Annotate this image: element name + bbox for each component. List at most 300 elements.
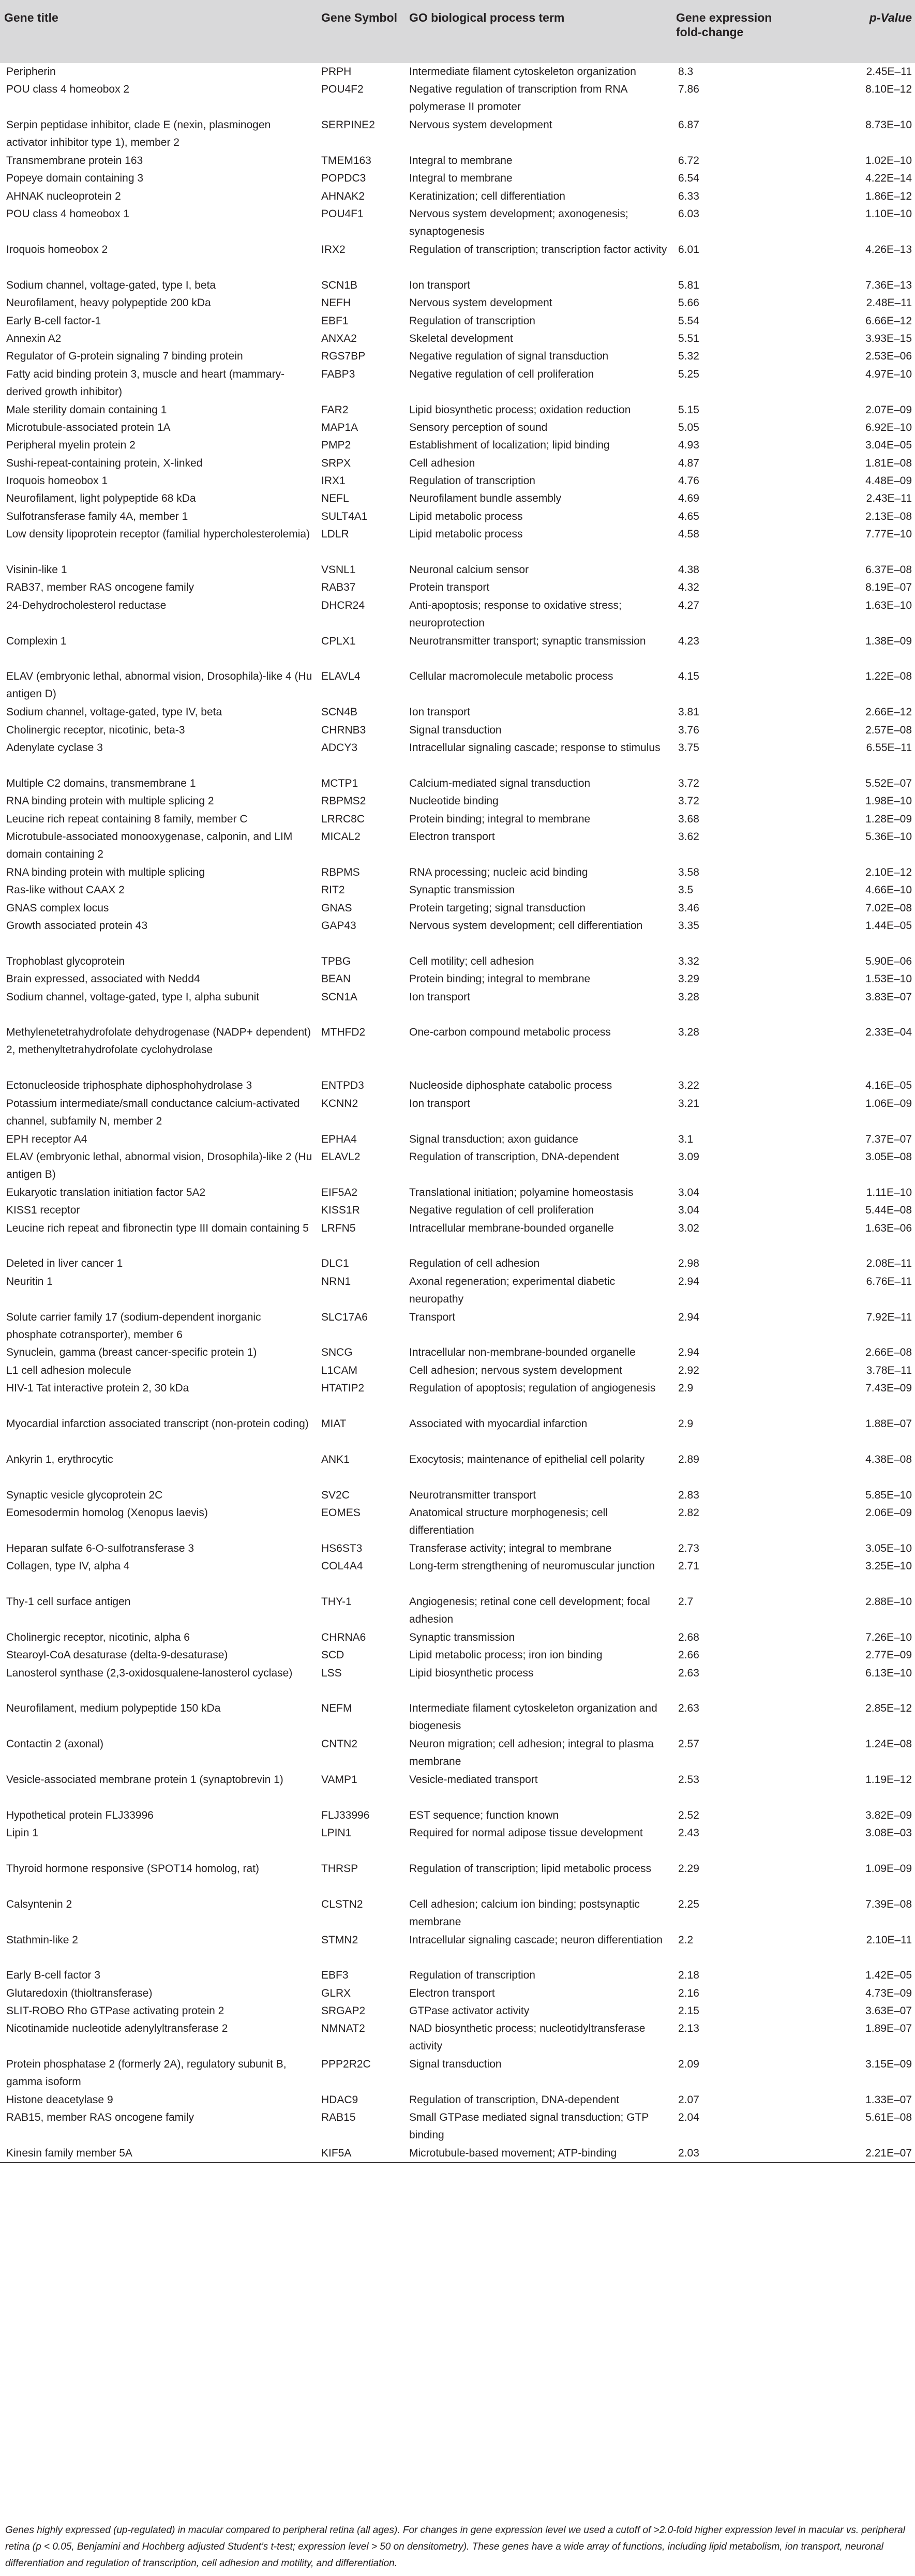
p-value-cell: 2.88E–10 [865, 1595, 912, 1608]
fold-change-cell: 3.5 [678, 884, 694, 896]
table-row [0, 2056, 915, 2091]
gene-symbol-cell: GAP43 [321, 919, 356, 932]
table-row [0, 116, 915, 152]
gene-title-cell: Leucine rich repeat and fibronectin type III domain containing 5 [6, 1222, 309, 1234]
p-value-cell: 2.06E–09 [865, 1506, 912, 1519]
gene-title-cell: Peripheral myelin protein 2 [6, 439, 136, 452]
go-term-cell: Ion transport [409, 991, 470, 1003]
table-row [0, 953, 915, 970]
fold-change-cell: 2.66 [678, 1649, 699, 1661]
go-term-cell: Neurotransmitter transport [409, 1489, 536, 1501]
fold-change-cell: 4.23 [678, 635, 699, 647]
gene-symbol-cell: TPBG [321, 955, 351, 967]
table-row [0, 633, 915, 668]
gene-title-cell: Peripherin [6, 66, 56, 78]
fold-change-cell: 4.32 [678, 581, 699, 594]
table-row [0, 277, 915, 294]
table-row [0, 1735, 915, 1771]
fold-change-cell: 4.27 [678, 599, 699, 611]
gene-title-cell: Transmembrane protein 163 [6, 154, 143, 167]
table-row [0, 2020, 915, 2056]
gene-title-cell: Kinesin family member 5A [0, 2145, 317, 2163]
gene-title-cell: Synuclein, gamma (breast cancer-specific protein 1) [6, 1346, 257, 1359]
p-value-cell: 4.26E–13 [865, 243, 912, 256]
gene-symbol-cell: HTATIP2 [321, 1382, 365, 1395]
go-term-cell: Electron transport [409, 1987, 495, 1999]
table-row [0, 1665, 915, 1700]
p-value-cell: 1.24E–08 [865, 1738, 912, 1750]
go-term-cell: RNA processing; nucleic acid binding [409, 866, 588, 878]
go-term-cell: Transferase activity; integral to membrane [409, 1542, 612, 1554]
gene-symbol-cell: ANXA2 [321, 332, 357, 345]
p-value-cell: 3.82E–09 [865, 1809, 912, 1821]
fold-change-cell: 2.73 [678, 1542, 699, 1554]
gene-symbol-cell: KIF5A [317, 2145, 405, 2163]
table-row [0, 1220, 915, 1255]
gene-title-cell: Sodium channel, voltage-gated, type I, alpha subunit [6, 991, 260, 1003]
gene-symbol-cell: RAB15 [321, 2111, 356, 2124]
go-term-cell: Regulation of transcription [409, 475, 535, 487]
p-value-cell: 3.25E–10 [865, 1560, 912, 1572]
gene-title-cell: Fatty acid binding protein 3, muscle and heart (mammary-derived growth inhibitor) [6, 368, 285, 398]
gene-title-cell: Trophoblast glycoprotein [6, 955, 125, 967]
gene-title-cell: Vesicle-associated membrane protein 1 (synaptobrevin 1) [6, 1773, 283, 1786]
gene-title-cell: RAB37, member RAS oncogene family [6, 581, 194, 594]
p-value-cell: 1.19E–12 [865, 1773, 912, 1786]
fold-change-cell: 2.04 [678, 2111, 699, 2124]
p-value-cell: 1.88E–07 [865, 1418, 912, 1430]
p-value-cell: 3.15E–09 [865, 2058, 912, 2071]
gene-symbol-cell: NRN1 [321, 1275, 351, 1287]
gene-title-cell: Popeye domain containing 3 [6, 172, 144, 185]
fold-change-cell: 3.32 [678, 955, 699, 967]
table-row [0, 2145, 915, 2163]
gene-title-cell: 24-Dehydrocholesterol reductase [6, 599, 167, 611]
p-value-cell: 1.63E–10 [865, 599, 912, 611]
p-value-cell: 1.53E–10 [865, 973, 912, 985]
gene-symbol-cell: TMEM163 [321, 154, 371, 167]
p-value-cell: 1.11E–10 [866, 1186, 912, 1199]
table-row [0, 526, 915, 561]
gene-title-cell: Brain expressed, associated with Nedd4 [6, 973, 200, 985]
fold-change-cell: 8.3 [678, 66, 694, 78]
table-row [0, 1646, 915, 1664]
p-value-cell: 7.77E–10 [865, 528, 912, 541]
p-value-cell: 2.10E–12 [865, 866, 912, 878]
gene-title-cell: Sulfotransferase family 4A, member 1 [6, 510, 188, 522]
gene-title-cell: Neurofilament, light polypeptide 68 kDa [6, 492, 196, 505]
go-term-cell: Electron transport [409, 830, 495, 843]
go-term-cell: Intracellular signaling cascade; neuron differentiation [409, 1934, 663, 1946]
gene-title-cell: Histone deacetylase 9 [6, 2094, 113, 2106]
go-term-cell: Anti-apoptosis; response to oxidative stress; neuroprotection [409, 599, 622, 629]
p-value-cell: 3.93E–15 [865, 332, 912, 345]
p-value-cell: 1.63E–06 [865, 1222, 912, 1234]
gene-title-cell: Contactin 2 (axonal) [6, 1738, 103, 1750]
table-row [0, 1540, 915, 1557]
table-row [0, 508, 915, 526]
table-row [0, 170, 915, 187]
go-term-cell: Neuron migration; cell adhesion; integral to plasma membrane [409, 1738, 654, 1768]
gene-symbol-cell: EOMES [321, 1506, 361, 1519]
gene-symbol-cell: ANK1 [321, 1453, 350, 1465]
gene-title-cell: ELAV (embryonic lethal, abnormal vision, Drosophila)-like 2 (Hu antigen B) [6, 1151, 312, 1181]
fold-change-cell: 2.2 [678, 1934, 694, 1946]
gene-title-cell: Visinin-like 1 [6, 564, 67, 576]
fold-change-cell: 2.16 [678, 1987, 699, 1999]
gene-symbol-cell: STMN2 [321, 1934, 358, 1946]
gene-title-cell: Calsyntenin 2 [6, 1898, 72, 1910]
gene-title-cell: Early B-cell factor 3 [6, 1969, 101, 1982]
gene-title-cell: POU class 4 homeobox 1 [6, 208, 130, 220]
gene-title-cell: L1 cell adhesion molecule [6, 1364, 131, 1376]
gene-title-cell: Stearoyl-CoA desaturase (delta-9-desaturase) [6, 1649, 228, 1661]
go-term-cell: Negative regulation of cell proliferation [409, 368, 594, 380]
fold-change-cell: 3.68 [678, 813, 699, 825]
p-value-cell: 3.63E–07 [865, 2005, 912, 2017]
fold-change-cell: 2.89 [678, 1453, 699, 1465]
gene-symbol-cell: GLRX [321, 1987, 351, 1999]
fold-change-cell: 2.82 [678, 1506, 699, 1519]
table-row [0, 597, 915, 633]
gene-title-cell: SLIT-ROBO Rho GTPase activating protein 2 [6, 2005, 224, 2017]
table-row [0, 1362, 915, 1380]
p-value-cell: 1.38E–09 [865, 635, 912, 647]
gene-symbol-cell: SRGAP2 [321, 2005, 366, 2017]
gene-title-cell: RNA binding protein with multiple splicing [6, 866, 205, 878]
p-value-cell: 5.52E–07 [865, 777, 912, 789]
p-value-cell: 1.10E–10 [865, 208, 912, 220]
gene-symbol-cell: POU4F2 [321, 83, 364, 96]
fold-change-cell: 2.68 [678, 1631, 699, 1643]
gene-symbol-cell: CHRNB3 [321, 724, 366, 736]
table-row [0, 81, 915, 116]
p-value-cell: 3.08E–03 [865, 1827, 912, 1839]
fold-change-cell: 4.93 [678, 439, 699, 452]
p-value-cell: 1.06E–09 [865, 1097, 912, 1110]
gene-title-cell: Eukaryotic translation initiation factor 5A2 [6, 1186, 206, 1199]
p-value-cell: 3.05E–10 [865, 1542, 912, 1554]
gene-symbol-cell: FAR2 [321, 403, 349, 416]
p-value-cell: 1.98E–10 [865, 795, 912, 807]
go-term-cell: Lipid metabolic process [409, 510, 523, 522]
table-row [0, 1504, 915, 1540]
fold-change-cell: 7.86 [678, 83, 699, 96]
table-row [0, 864, 915, 881]
table-row [0, 188, 915, 205]
p-value-cell: 2.48E–11 [866, 297, 912, 309]
gene-title-cell: HIV-1 Tat interactive protein 2, 30 kDa [6, 1382, 189, 1395]
table-row [0, 1860, 915, 1896]
table-row [0, 419, 915, 437]
go-term-cell: Establishment of localization; lipid binding [409, 439, 610, 452]
gene-title-cell: Low density lipoprotein receptor (familial hypercholesterolemia) [6, 528, 310, 541]
p-value-cell: 6.55E–11 [866, 741, 912, 754]
gene-title-cell: Protein phosphatase 2 (formerly 2A), regulatory subunit B, gamma isoform [6, 2058, 287, 2088]
fold-change-cell: 2.13 [678, 2023, 699, 2035]
go-term-cell: Nucleoside diphosphate catabolic process [409, 1080, 612, 1092]
table-row [0, 1131, 915, 1148]
fold-change-cell: 3.76 [678, 724, 699, 736]
gene-symbol-cell: THRSP [321, 1862, 358, 1875]
gene-title-cell: Male sterility domain containing 1 [6, 403, 167, 416]
fold-change-cell: 4.15 [678, 670, 699, 683]
fold-change-cell: 2.29 [678, 1862, 699, 1875]
gene-title-cell: Lipin 1 [6, 1827, 38, 1839]
gene-symbol-cell: MAP1A [321, 421, 358, 433]
fold-change-cell: 3.28 [678, 991, 699, 1003]
gene-symbol-cell: GNAS [321, 902, 352, 914]
p-value-cell: 6.92E–10 [865, 421, 912, 433]
p-value-cell: 8.10E–12 [865, 83, 912, 96]
go-term-cell: Cell adhesion [409, 457, 475, 469]
gene-symbol-cell: L1CAM [321, 1364, 358, 1376]
p-value-cell: 6.76E–11 [866, 1275, 912, 1287]
gene-title-cell: Neurofilament, medium polypeptide 150 kDa [6, 1702, 221, 1715]
fold-change-cell: 3.04 [678, 1204, 699, 1217]
go-term-cell: Small GTPase mediated signal transduction; GTP binding [409, 2111, 649, 2141]
go-term-cell: Ion transport [409, 706, 470, 718]
p-value-cell: 6.66E–12 [865, 314, 912, 327]
go-term-cell: Intracellular non-membrane-bounded organelle [409, 1346, 636, 1359]
fold-change-cell: 3.02 [678, 1222, 699, 1234]
gene-symbol-cell: RBPMS [321, 866, 360, 878]
gene-title-cell: GNAS complex locus [6, 902, 109, 914]
go-term-cell: Signal transduction; axon guidance [409, 1133, 578, 1145]
p-value-cell: 2.45E–11 [866, 66, 912, 78]
table-row [0, 63, 915, 81]
p-value-cell: 1.81E–08 [865, 457, 912, 469]
gene-title-cell: Collagen, type IV, alpha 4 [6, 1560, 130, 1572]
table-row [0, 1077, 915, 1095]
p-value-cell: 4.48E–09 [865, 475, 912, 487]
p-value-cell: 2.43E–11 [866, 492, 912, 505]
fold-change-cell: 2.53 [678, 1773, 699, 1786]
fold-change-cell: 2.94 [678, 1346, 699, 1359]
table-row [0, 294, 915, 312]
go-term-cell: One-carbon compound metabolic process [409, 1026, 611, 1039]
go-term-cell: Lipid biosynthetic process; oxidation reduction [409, 403, 631, 416]
gene-symbol-cell: HS6ST3 [321, 1542, 363, 1554]
gene-symbol-cell: EBF1 [321, 314, 349, 327]
fold-change-cell: 6.87 [678, 119, 699, 131]
gene-title-cell: Neurofilament, heavy polypeptide 200 kDa [6, 297, 211, 309]
table-row [0, 775, 915, 792]
go-term-cell: Regulation of transcription, DNA-dependent [409, 1151, 620, 1163]
p-value-cell: 5.90E–06 [865, 955, 912, 967]
fold-change-cell: 6.33 [678, 190, 699, 202]
table-footnote: Genes highly expressed (up-regulated) in macular compared to peripheral retina (all ages). For changes in gene expression level we used a cutoff of >2.0-fold higher expression level in macular vs. peripheral retina (p < 0.05, Benjamini and Hochberg adjusted Student’s t-test; expression level > 50 on densitometry). These genes have a wide array of functions, including lipid metabolism, ion transport, neuronal differentiation and regulation of transcription, cell adhesion and motility, and differentiation. [5, 2525, 905, 2569]
fold-change-cell: 3.04 [678, 1186, 699, 1199]
p-value-cell: 7.43E–09 [865, 1382, 912, 1395]
table-row [0, 1629, 915, 1646]
go-term-cell: Neuronal calcium sensor [409, 564, 529, 576]
table-row [0, 668, 915, 703]
p-value-cell: 2.33E–04 [865, 1026, 912, 1039]
gene-title-cell: Potassium intermediate/small conductance calcium-activated channel, subfamily N, member 2 [6, 1097, 300, 1127]
gene-symbol-cell: ELAVL2 [321, 1151, 361, 1163]
go-term-cell: Required for normal adipose tissue development [409, 1827, 643, 1839]
fold-change-cell: 6.72 [678, 154, 699, 167]
go-term-cell: Transport [409, 1311, 456, 1323]
table-row [0, 366, 915, 401]
p-value-cell: 3.05E–08 [865, 1151, 912, 1163]
go-term-cell: Integral to membrane [409, 154, 513, 167]
gene-symbol-cell: FABP3 [321, 368, 355, 380]
fold-change-cell: 3.35 [678, 919, 699, 932]
gene-symbol-cell: KISS1R [321, 1204, 360, 1217]
fold-change-cell: 4.76 [678, 475, 699, 487]
fold-change-cell: 2.7 [678, 1595, 694, 1608]
table-row [0, 205, 915, 241]
go-term-cell: Cell adhesion; calcium ion binding; postsynaptic membrane [409, 1898, 640, 1928]
go-term-cell: Regulation of transcription; transcription factor activity [409, 243, 667, 256]
fold-change-cell: 4.69 [678, 492, 699, 505]
go-term-cell: Ion transport [409, 279, 470, 291]
gene-symbol-cell: SRPX [321, 457, 351, 469]
go-term-cell: Exocytosis; maintenance of epithelial cell polarity [409, 1453, 645, 1465]
gene-symbol-cell: SCN4B [321, 706, 358, 718]
go-term-cell: Keratinization; cell differentiation [409, 190, 565, 202]
table-row [0, 1380, 915, 1415]
gene-title-cell: Microtubule-associated protein 1A [6, 421, 171, 433]
p-value-cell: 5.85E–10 [865, 1489, 912, 1501]
gene-title-cell: Ras-like without CAAX 2 [6, 884, 125, 896]
p-value-cell: 2.85E–12 [865, 1702, 912, 1715]
gene-symbol-cell: EBF3 [321, 1969, 349, 1982]
go-term-cell: Protein targeting; signal transduction [409, 902, 586, 914]
gene-title-cell: Sushi-repeat-containing protein, X-linked [6, 457, 203, 469]
go-term-cell: Regulation of transcription, DNA-dependent [409, 2094, 620, 2106]
gene-symbol-cell: HDAC9 [321, 2094, 358, 2106]
gene-title-cell: Ankyrin 1, erythrocytic [6, 1453, 113, 1465]
gene-symbol-cell: PRPH [321, 66, 352, 78]
p-value-cell: 6.13E–10 [865, 1667, 912, 1679]
header-row [0, 0, 915, 63]
p-value-cell: 1.33E–07 [865, 2094, 912, 2106]
gene-symbol-cell: RGS7BP [321, 350, 366, 363]
gene-symbol-cell: POU4F1 [321, 208, 364, 220]
gene-symbol-cell: RBPMS2 [321, 795, 366, 807]
table-row [0, 1273, 915, 1309]
table-row [0, 1931, 915, 1967]
go-term-cell: Protein binding; integral to membrane [409, 973, 591, 985]
table-row [0, 970, 915, 988]
go-term-cell: Anatomical structure morphogenesis; cell differentiation [409, 1506, 608, 1536]
gene-symbol-cell: SLC17A6 [321, 1311, 368, 1323]
fold-change-cell: 6.54 [678, 172, 699, 185]
table-body [0, 63, 915, 2163]
gene-symbol-cell: CHRNA6 [321, 1631, 366, 1643]
gene-title-cell: Iroquois homeobox 2 [6, 243, 108, 256]
gene-title-cell: Solute carrier family 17 (sodium-dependent inorganic phosphate cotransporter), member 6 [6, 1311, 261, 1341]
fold-change-cell: 5.66 [678, 297, 699, 309]
gene-symbol-cell: NEFM [321, 1702, 352, 1715]
fold-change-cell: 3.28 [678, 1026, 699, 1039]
p-value-cell: 4.16E–05 [865, 1080, 912, 1092]
gene-symbol-cell: NEFH [321, 297, 351, 309]
fold-change-cell: 3.21 [678, 1097, 699, 1110]
p-value-cell: 2.53E–06 [865, 350, 912, 363]
p-value-cell: 7.26E–10 [865, 1631, 912, 1643]
fold-change-cell: 5.81 [678, 279, 699, 291]
table-row [0, 1095, 915, 1131]
go-term-cell: Negative regulation of transcription from RNA polymerase II promoter [409, 83, 627, 113]
go-term-cell: Nervous system development [409, 297, 552, 309]
gene-symbol-cell: FLJ33996 [321, 1809, 370, 1821]
fold-change-cell: 2.94 [678, 1275, 699, 1287]
gene-symbol-cell: CNTN2 [321, 1738, 358, 1750]
table-row [0, 1771, 915, 1807]
p-value-cell: 3.78E–11 [866, 1364, 912, 1376]
p-value-cell: 2.13E–08 [865, 510, 912, 522]
gene-symbol-cell: DHCR24 [321, 599, 365, 611]
gene-title-cell: Sodium channel, voltage-gated, type IV, beta [6, 706, 222, 718]
gene-symbol-cell: MCTP1 [321, 777, 358, 789]
fold-change-cell: 2.52 [678, 1809, 699, 1821]
table-row [0, 1487, 915, 1504]
gene-symbol-cell: LSS [321, 1667, 342, 1679]
header-gene-title: Gene title [4, 11, 58, 24]
gene-symbol-cell: SULT4A1 [321, 510, 368, 522]
go-term-cell: Translational initiation; polyamine homeostasis [409, 1186, 634, 1199]
p-value-cell: 7.92E–11 [866, 1311, 912, 1323]
go-term-cell: Protein transport [409, 581, 490, 594]
table-row [0, 1896, 915, 1931]
go-term-cell: Synaptic transmission [409, 884, 515, 896]
p-value-cell: 6.37E–08 [865, 564, 912, 576]
p-value-cell: 1.02E–10 [865, 154, 912, 167]
gene-title-cell: Lanosterol synthase (2,3-oxidosqualene-lanosterol cyclase) [6, 1667, 293, 1679]
gene-title-cell: Sodium channel, voltage-gated, type I, beta [6, 279, 216, 291]
go-term-cell: Angiogenesis; retinal cone cell development; focal adhesion [409, 1595, 650, 1625]
table-row [0, 722, 915, 739]
table-row [0, 1184, 915, 1202]
fold-change-cell: 6.03 [678, 208, 699, 220]
fold-change-cell: 6.01 [678, 243, 699, 256]
table-row [0, 455, 915, 472]
p-value-cell: 4.66E–10 [865, 884, 912, 896]
gene-symbol-cell: SCN1B [321, 279, 358, 291]
p-value-cell: 2.21E–07 [803, 2145, 915, 2163]
gene-title-cell: Serpin peptidase inhibitor, clade E (nexin, plasminogen activator inhibitor type 1), member 2 [6, 119, 271, 149]
table-row [0, 348, 915, 365]
gene-symbol-cell: EIF5A2 [321, 1186, 358, 1199]
go-term-cell: Nucleotide binding [409, 795, 499, 807]
gene-title-cell: KISS1 receptor [6, 1204, 80, 1217]
p-value-cell: 1.09E–09 [865, 1862, 912, 1875]
gene-symbol-cell: VSNL1 [321, 564, 356, 576]
gene-title-cell: Myocardial infarction associated transcript (non-protein coding) [6, 1418, 309, 1430]
go-term-cell: Cellular macromolecule metabolic process [409, 670, 613, 683]
gene-title-cell: Multiple C2 domains, transmembrane 1 [6, 777, 196, 789]
go-term-cell: Lipid metabolic process [409, 528, 523, 541]
fold-change-cell: 2.57 [678, 1738, 699, 1750]
go-term-cell: Regulation of cell adhesion [409, 1257, 540, 1270]
table-row [0, 561, 915, 579]
go-term-cell: Axonal regeneration; experimental diabetic neuropathy [409, 1275, 616, 1305]
gene-title-cell: Methylenetetrahydrofolate dehydrogenase (NADP+ dependent) 2, methenyltetrahydrofolate cyclohydrolase [6, 1026, 311, 1056]
p-value-cell: 7.37E–07 [865, 1133, 912, 1145]
fold-change-cell: 5.25 [678, 368, 699, 380]
table-row [0, 917, 915, 953]
gene-symbol-cell: ELAVL4 [321, 670, 361, 683]
gene-symbol-cell: IRX2 [321, 243, 346, 256]
p-value-cell: 2.66E–12 [865, 706, 912, 718]
go-term-cell: Synaptic transmission [409, 1631, 515, 1643]
gene-symbol-cell: RIT2 [321, 884, 345, 896]
p-value-cell: 4.73E–09 [865, 1987, 912, 1999]
